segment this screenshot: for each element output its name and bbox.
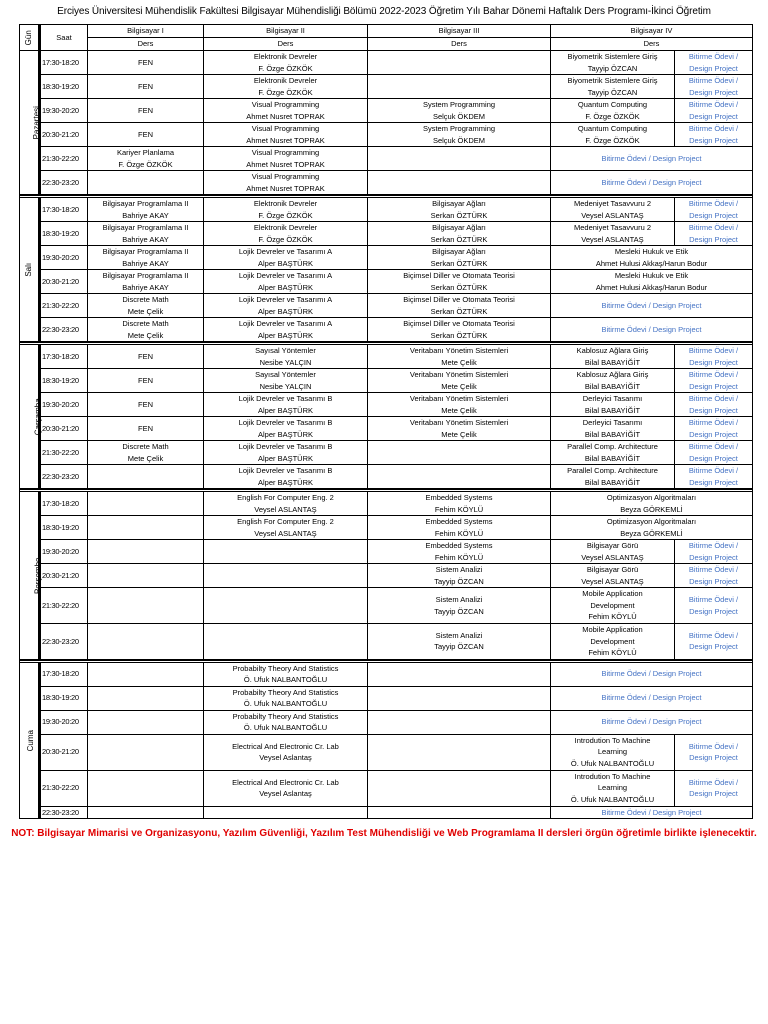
course-cell [88,806,204,819]
course-cell [88,734,204,770]
schedule-table [19,24,753,819]
course-cell: FEN [88,51,204,75]
design-project-cell: Bitirme Ödevi / Design Project [551,318,753,343]
course-cell: Discrete Math Mete Çelik [88,294,204,318]
course-cell: Elektronik Devreler F. Özge ÖZKÖK [204,51,368,75]
course-cell: FEN [88,345,204,369]
course-cell: Parallel Comp. Architecture Bilal BABAYİĞİT [551,441,675,465]
time-slot: 17:30-18:20 [40,492,88,516]
table-row [20,123,753,147]
course-cell [88,564,204,588]
time-slot: 19:30-20:20 [40,710,88,734]
table-row [20,417,753,441]
course-cell: Visual Programming Ahmet Nusret TOPRAK [204,171,368,196]
table-row [20,393,753,417]
course-cell: Mesleki Hukuk ve Etik Ahmet Hulusi Akkaş/Harun Bodur [551,246,753,270]
time-slot: 21:30-22:20 [40,588,88,624]
course-cell: Biyometrik Sistemlere Giriş Tayyip ÖZCAN [551,51,675,75]
table-row [20,492,753,516]
day-label: Salı [20,198,40,343]
course-cell [88,624,204,660]
time-slot: 17:30-18:20 [40,198,88,222]
time-slot: 18:30-19:20 [40,516,88,540]
course-cell: Elektronik Devreler F. Özge ÖZKÖK [204,75,368,99]
time-slot: 22:30-23:20 [40,465,88,490]
time-slot: 17:30-18:20 [40,662,88,686]
design-project-cell: Bitirme Ödevi / Design Project [675,441,753,465]
course-cell [88,770,204,806]
course-cell [204,564,368,588]
course-cell: FEN [88,393,204,417]
course-cell [88,588,204,624]
header-row [20,25,753,38]
table-row [20,564,753,588]
course-cell: Electrical And Electronic Cr. Lab Veysel Aslantaş [204,734,368,770]
course-cell: Electrical And Electronic Cr. Lab Veysel Aslantaş [204,770,368,806]
course-cell: Lojik Devreler ve Tasarımı B Alper BAŞTÜRK [204,465,368,490]
course-cell: Introdution To Machine Learning Ö. Ufuk NALBANTOĞLU [551,770,675,806]
course-cell: System Programming Selçuk ÖKDEM [368,99,551,123]
course-cell: Elektronik Devreler F. Özge ÖZKÖK [204,198,368,222]
time-slot: 21:30-22:20 [40,294,88,318]
design-project-cell: Bitirme Ödevi / Design Project [675,222,753,246]
course-cell: Probabilty Theory And Statistics Ö. Ufuk NALBANTOĞLU [204,710,368,734]
course-cell [88,465,204,490]
table-row [20,198,753,222]
design-project-cell: Bitirme Ödevi / Design Project [675,734,753,770]
course-cell: FEN [88,417,204,441]
table-row [20,222,753,246]
course-cell: Lojik Devreler ve Tasarımı A Alper BAŞTÜRK [204,318,368,343]
design-project-cell: Bitirme Ödevi / Design Project [675,369,753,393]
course-cell: Lojik Devreler ve Tasarımı B Alper BAŞTÜRK [204,441,368,465]
course-cell: Biyometrik Sistemlere Giriş Tayyip ÖZCAN [551,75,675,99]
course-cell [368,75,551,99]
design-project-cell: Bitirme Ödevi / Design Project [675,345,753,369]
design-project-cell: Bitirme Ödevi / Design Project [675,540,753,564]
design-project-cell: Bitirme Ödevi / Design Project [551,294,753,318]
table-row [20,51,753,75]
course-cell: Optimizasyon Algoritmaları Beyza GÖRKEMLİ [551,492,753,516]
course-cell [88,540,204,564]
course-cell: Bilgisayar Programlama II Bahriye AKAY [88,222,204,246]
course-cell: Optimizasyon Algoritmaları Beyza GÖRKEMLİ [551,516,753,540]
time-slot: 19:30-20:20 [40,246,88,270]
design-project-cell: Bitirme Ödevi / Design Project [551,686,753,710]
time-slot: 19:30-20:20 [40,540,88,564]
course-cell [368,662,551,686]
time-slot: 22:30-23:20 [40,624,88,660]
course-cell: Discrete Math Mete Çelik [88,441,204,465]
course-cell: Bilgisayar Programlama II Bahriye AKAY [88,198,204,222]
time-slot: 19:30-20:20 [40,99,88,123]
design-project-cell: Bitirme Ödevi / Design Project [551,710,753,734]
course-cell: Lojik Devreler ve Tasarımı B Alper BAŞTÜRK [204,393,368,417]
course-cell [88,710,204,734]
design-project-cell: Bitirme Ödevi / Design Project [675,770,753,806]
design-project-cell: Bitirme Ödevi / Design Project [675,564,753,588]
course-cell: Discrete Math Mete Çelik [88,318,204,343]
course-cell: Embedded Systems Fehim KÖYLÜ [368,516,551,540]
design-project-cell: Bitirme Ödevi / Design Project [675,198,753,222]
course-cell: Introdution To Machine Learning Ö. Ufuk NALBANTOĞLU [551,734,675,770]
course-cell: Medeniyet Tasavvuru 2 Veysel ASLANTAŞ [551,222,675,246]
table-row [20,246,753,270]
course-cell [88,662,204,686]
course-cell [368,770,551,806]
course-cell [368,51,551,75]
time-slot: 20:30-21:20 [40,123,88,147]
time-slot: 20:30-21:20 [40,417,88,441]
course-cell: Derleyici Tasarımı Bilal BABAYİĞİT [551,393,675,417]
time-slot: 17:30-18:20 [40,51,88,75]
year-header-1: Bilgisayar I [88,25,204,38]
day-label: Cuma [20,662,40,819]
course-cell: Bilgisayar Ağları Serkan ÖZTÜRK [368,198,551,222]
design-project-cell: Bitirme Ödevi / Design Project [675,99,753,123]
table-row [20,686,753,710]
course-cell: Parallel Comp. Architecture Bilal BABAYİĞİT [551,465,675,490]
time-slot: 20:30-21:20 [40,734,88,770]
design-project-cell: Bitirme Ödevi / Design Project [551,171,753,196]
course-cell: Biçimsel Diller ve Otomata Teorisi Serkan ÖZTÜRK [368,318,551,343]
course-cell: Bilgisayar Görü Veysel ASLANTAŞ [551,540,675,564]
course-cell: Quantum Computing F. Özge ÖZKÖK [551,99,675,123]
course-cell: Lojik Devreler ve Tasarımı B Alper BAŞTÜRK [204,417,368,441]
course-cell [368,734,551,770]
year-header-4: Bilgisayar IV [551,25,753,38]
table-row [20,75,753,99]
time-slot: 19:30-20:20 [40,393,88,417]
ders-header: Ders [551,38,753,51]
course-cell: Sayısal Yöntemler Nesibe YALÇIN [204,345,368,369]
course-cell: Lojik Devreler ve Tasarımı A Alper BAŞTÜRK [204,246,368,270]
course-cell: Mesleki Hukuk ve Etik Ahmet Hulusi Akkaş/Harun Bodur [551,270,753,294]
table-row [20,171,753,196]
course-cell: FEN [88,75,204,99]
course-cell [368,147,551,171]
time-slot: 18:30-19:20 [40,686,88,710]
time-slot: 18:30-19:20 [40,75,88,99]
table-row [20,540,753,564]
table-row [20,710,753,734]
time-slot: 21:30-22:20 [40,770,88,806]
table-row [20,441,753,465]
table-row [20,270,753,294]
course-cell: FEN [88,369,204,393]
course-cell: Embedded Systems Fehim KÖYLÜ [368,492,551,516]
design-project-cell: Bitirme Ödevi / Design Project [551,147,753,171]
table-row [20,588,753,624]
course-cell: Bilgisayar Programlama II Bahriye AKAY [88,270,204,294]
course-cell: Quantum Computing F. Özge ÖZKÖK [551,123,675,147]
day-label: Pazartesi [20,51,40,196]
course-cell: Veritabanı Yönetim Sistemleri Mete Çelik [368,345,551,369]
course-cell: Embedded Systems Fehim KÖYLÜ [368,540,551,564]
course-cell [204,588,368,624]
design-project-cell: Bitirme Ödevi / Design Project [675,588,753,624]
course-cell: Probabilty Theory And Statistics Ö. Ufuk NALBANTOĞLU [204,686,368,710]
design-project-cell: Bitirme Ödevi / Design Project [675,393,753,417]
course-cell [88,516,204,540]
course-cell: Kablosuz Ağlara Giriş Bilal BABAYİĞİT [551,345,675,369]
design-project-cell: Bitirme Ödevi / Design Project [675,624,753,660]
footnote: NOT: Bilgisayar Mimarisi ve Organizasyonu, Yazılım Güvenliği, Yazılım Test Mühendisliği ve Web Programlama II dersleri örgün öğretimle birlikte işlenecektir. [11,828,757,839]
course-cell: FEN [88,123,204,147]
course-cell: Bilgisayar Ağları Serkan ÖZTÜRK [368,222,551,246]
design-project-cell: Bitirme Ödevi / Design Project [551,662,753,686]
course-cell [204,806,368,819]
course-cell [368,441,551,465]
table-row [20,147,753,171]
course-cell: Visual Programming Ahmet Nusret TOPRAK [204,147,368,171]
day-header: Gün [20,25,40,51]
design-project-cell: Bitirme Ödevi / Design Project [675,417,753,441]
time-slot: 20:30-21:20 [40,270,88,294]
course-cell [368,465,551,490]
time-slot: 18:30-19:20 [40,222,88,246]
time-header: Saat [40,25,88,51]
design-project-cell: Bitirme Ödevi / Design Project [675,465,753,490]
page-title: Erciyes Üniversitesi Mühendislik Fakültesi Bilgisayar Mühendisliği Bölümü 2022-2023 Öğretim Yılı Bahar Dönemi Haftalık Ders Programı-İkinci Öğretim [57,6,711,17]
day-label: Çarşamba [20,345,40,490]
day-label: Perşembe [20,492,40,660]
course-cell: Probabilty Theory And Statistics Ö. Ufuk NALBANTOĞLU [204,662,368,686]
course-cell: Sistem Analizi Tayyip ÖZCAN [368,564,551,588]
course-cell: Derleyici Tasarımı Bilal BABAYİĞİT [551,417,675,441]
course-cell: Medeniyet Tasavvuru 2 Veysel ASLANTAŞ [551,198,675,222]
table-row [20,99,753,123]
course-cell: Lojik Devreler ve Tasarımı A Alper BAŞTÜRK [204,294,368,318]
course-cell: Elektronik Devreler F. Özge ÖZKÖK [204,222,368,246]
table-row [20,345,753,369]
design-project-cell: Bitirme Ödevi / Design Project [675,123,753,147]
course-cell: Mobile Application Development Fehim KÖYLÜ [551,588,675,624]
course-cell [368,806,551,819]
course-cell [88,171,204,196]
table-row [20,465,753,490]
design-project-cell: Bitirme Ödevi / Design Project [675,51,753,75]
time-slot: 22:30-23:20 [40,806,88,819]
table-row [20,318,753,343]
table-row [20,734,753,770]
course-cell: Bilgisayar Ağları Serkan ÖZTÜRK [368,246,551,270]
course-cell: Bilgisayar Görü Veysel ASLANTAŞ [551,564,675,588]
subheader-row [20,38,753,51]
table-row [20,624,753,660]
course-cell: Bilgisayar Programlama II Bahriye AKAY [88,246,204,270]
course-cell: Veritabanı Yönetim Sistemleri Mete Çelik [368,417,551,441]
course-cell: Biçimsel Diller ve Otomata Teorisi Serkan ÖZTÜRK [368,270,551,294]
ders-header: Ders [88,38,204,51]
course-cell: Visual Programming Ahmet Nusret TOPRAK [204,99,368,123]
course-cell [204,540,368,564]
course-cell: Kablosuz Ağlara Giriş Bilal BABAYİĞİT [551,369,675,393]
course-cell: English For Computer Eng. 2 Veysel ASLANTAŞ [204,492,368,516]
course-cell [88,492,204,516]
design-project-cell: Bitirme Ödevi / Design Project [551,806,753,819]
table-row [20,294,753,318]
course-cell [368,686,551,710]
course-cell: Visual Programming Ahmet Nusret TOPRAK [204,123,368,147]
course-cell: System Programming Selçuk ÖKDEM [368,123,551,147]
time-slot: 18:30-19:20 [40,369,88,393]
course-cell: Mobile Application Development Fehim KÖYLÜ [551,624,675,660]
time-slot: 21:30-22:20 [40,147,88,171]
time-slot: 22:30-23:20 [40,318,88,343]
time-slot: 21:30-22:20 [40,441,88,465]
year-header-2: Bilgisayar II [204,25,368,38]
table-row [20,806,753,819]
course-cell [368,171,551,196]
table-row [20,369,753,393]
course-cell [204,624,368,660]
course-cell: Sayısal Yöntemler Nesibe YALÇIN [204,369,368,393]
course-cell [368,710,551,734]
course-cell: FEN [88,99,204,123]
ders-header: Ders [368,38,551,51]
table-row [20,662,753,686]
course-cell: English For Computer Eng. 2 Veysel ASLANTAŞ [204,516,368,540]
course-cell: Lojik Devreler ve Tasarımı A Alper BAŞTÜRK [204,270,368,294]
year-header-3: Bilgisayar III [368,25,551,38]
course-cell: Biçimsel Diller ve Otomata Teorisi Serkan ÖZTÜRK [368,294,551,318]
design-project-cell: Bitirme Ödevi / Design Project [675,75,753,99]
table-row [20,516,753,540]
course-cell: Sistem Analizi Tayyip ÖZCAN [368,624,551,660]
course-cell: Veritabanı Yönetim Sistemleri Mete Çelik [368,393,551,417]
ders-header: Ders [204,38,368,51]
time-slot: 17:30-18:20 [40,345,88,369]
course-cell: Kariyer Planlama F. Özge ÖZKÖK [88,147,204,171]
course-cell [88,686,204,710]
table-row [20,770,753,806]
course-cell: Sistem Analizi Tayyip ÖZCAN [368,588,551,624]
course-cell: Veritabanı Yönetim Sistemleri Mete Çelik [368,369,551,393]
time-slot: 20:30-21:20 [40,564,88,588]
time-slot: 22:30-23:20 [40,171,88,196]
